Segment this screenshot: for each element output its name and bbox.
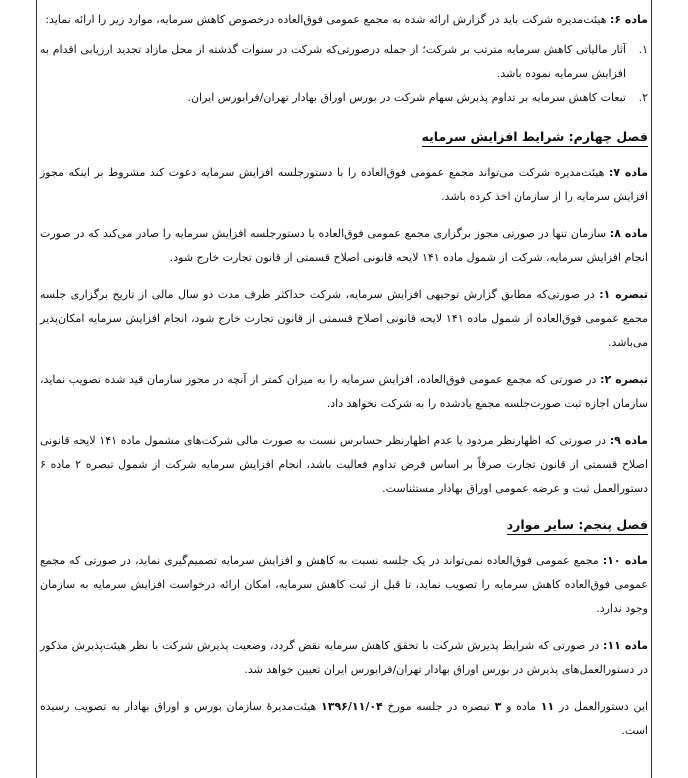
document-body [40, 8, 648, 756]
article-11 [40, 634, 648, 682]
note-1 [40, 283, 648, 355]
list-item [40, 86, 648, 110]
article-7 [40, 161, 648, 209]
note-2-text: در صورتی که مجمع عمومی فوق‌العاده، افزایش سرمایه را به میزان کمتر از آنچه در مجوز سازمان قید شده تصویب نماید، سازمان اجازه ثبت صورت‌جلسه مجمع یادشده را به شرکت نخواهد داد. [40, 373, 648, 410]
chapter-5-heading: فصل پنجم: سایر موارد [507, 516, 648, 535]
closing-statement [40, 695, 648, 743]
list-item [40, 38, 648, 86]
closing-suffix: هیئت‌مدیرۀ سازمان بورس و اوراق بهادار به تصویب رسیده است. [40, 700, 648, 737]
article-11-title: ماده ۱۱: [603, 639, 649, 652]
page-border-left [36, 0, 37, 778]
article-10-text: مجمع عمومی فوق‌العاده نمی‌تواند در یک جلسه نسبت به کاهش و افزایش سرمایه تصمیم‌گیری نماید، در صورتی که مجمع عمومی فوق‌العاده کاهش سرمایه را تصویب نماید، تا قبل از ثبت کاهش سرمایه، امکان ارائه درخواست افزایش سرمایه به سازمان وجود ندارد. [40, 554, 648, 615]
note-1-text: در صورتی‌که مطابق گزارش توجیهی افزایش سرمایه، شرکت حداکثر ظرف مدت دو سال مالی از تاریخ برگزاری جلسه مجمع عمومی فوق‌العاده از شمول ماده ۱۴۱ لایحه قانونی اصلاح قسمتی از قانون تجارت خارج شود، انجام افزایش سرمایه امکان‌پذیر می‌باشد. [40, 288, 648, 349]
list-item-number: ۱. [638, 43, 648, 56]
page-border-right [651, 0, 652, 778]
article-9-title: ماده ۹: [609, 434, 648, 447]
closing-date: ۱۳۹۶/۱۱/۰۴ [321, 700, 383, 713]
closing-mid-1: ماده و [506, 700, 537, 713]
article-6-title: ماده ۶: [609, 13, 648, 26]
list-item-text: تبعات کاهش سرمایه بر تداوم پذیرش سهام شرکت در بورس اوراق بهادار تهران/فرابورس ایران. [187, 91, 626, 104]
article-9-text: در صورتی که اظهارنظر مردود یا عدم اظهارنظر حسابرس نسبت به صورت مالی شرکت‌های مشمول ماده ۱۴۱ لایحه قانونی اصلاح قسمتی از قانون تجارت صرفاً بر اساس فرض تداوم فعالیت باشد، انجام افزایش سرمایه شرکت از شمول تبصره ۲ ماده ۶ دستورالعمل ثبت و عرضه عمومی اوراق بهادار مستثناست. [40, 434, 649, 495]
chapter-4-heading: فصل چهارم: شرایط افزایش سرمایه [422, 128, 648, 147]
article-9 [40, 429, 648, 501]
article-8 [40, 222, 648, 270]
article-10 [40, 549, 648, 621]
article-6 [40, 8, 648, 32]
closing-note-count: ۳ [494, 700, 502, 713]
article-6-text: هیئت‌مدیره شرکت باید در گزارش ارائه شده به مجمع عمومی فوق‌العاده درخصوص کاهش سرمایه، موارد زیر را ارائه نماید: [45, 13, 607, 26]
list-item-text: آثار مالیاتی کاهش سرمایه مترتب بر شرکت؛ از جمله درصورتی‌که شرکت در سنوات گذشته از محل مازاد تجدید ارزیابی اقدام به افزایش سرمایه نموده باشد. [40, 43, 626, 80]
note-2 [40, 368, 648, 416]
note-2-title: تبصره ۲: [600, 373, 648, 386]
article-8-text: سازمان تنها در صورتی مجوز برگزاری مجمع عمومی فوق‌العاده با دستورجلسه افزایش سرمایه را صادر می‌کند که در صورت انجام افزایش سرمایه، شرکت از شمول ماده ۱۴۱ لایحه قانونی اصلاح قسمتی از قانون تجارت خارج شود. [40, 227, 648, 264]
article-10-title: ماده ۱۰: [602, 554, 648, 567]
article-7-title: ماده ۷: [608, 166, 648, 179]
article-6-list [40, 38, 648, 110]
closing-mid-2: تبصره در جلسه مورخ [387, 700, 490, 713]
article-11-text: در صورتی که شرایط پذیرش شرکت با تحقق کاهش سرمایه نقض گردد، وضعیت پذیرش شرکت با نظر هیئت‌پذیرش مذکور در دستورالعمل‌های پذیرش در بورس اوراق بهادار تهران/فرابورس ایران تعیین خواهد شد. [40, 639, 648, 676]
list-item-number: ۲. [638, 91, 648, 104]
article-8-title: ماده ۸: [609, 227, 648, 240]
note-1-title: تبصره ۱: [599, 288, 648, 301]
article-7-text: هیئت‌مدیره شرکت می‌تواند مجمع عمومی فوق‌العاده را با دستورجلسه افزایش سرمایه دعوت کند مشروط بر اینکه مجوز افزایش سرمایه را از سازمان اخذ کرده باشد. [40, 166, 648, 203]
closing-prefix: این دستورالعمل در [558, 700, 649, 713]
closing-article-count: ۱۱ [540, 700, 555, 713]
